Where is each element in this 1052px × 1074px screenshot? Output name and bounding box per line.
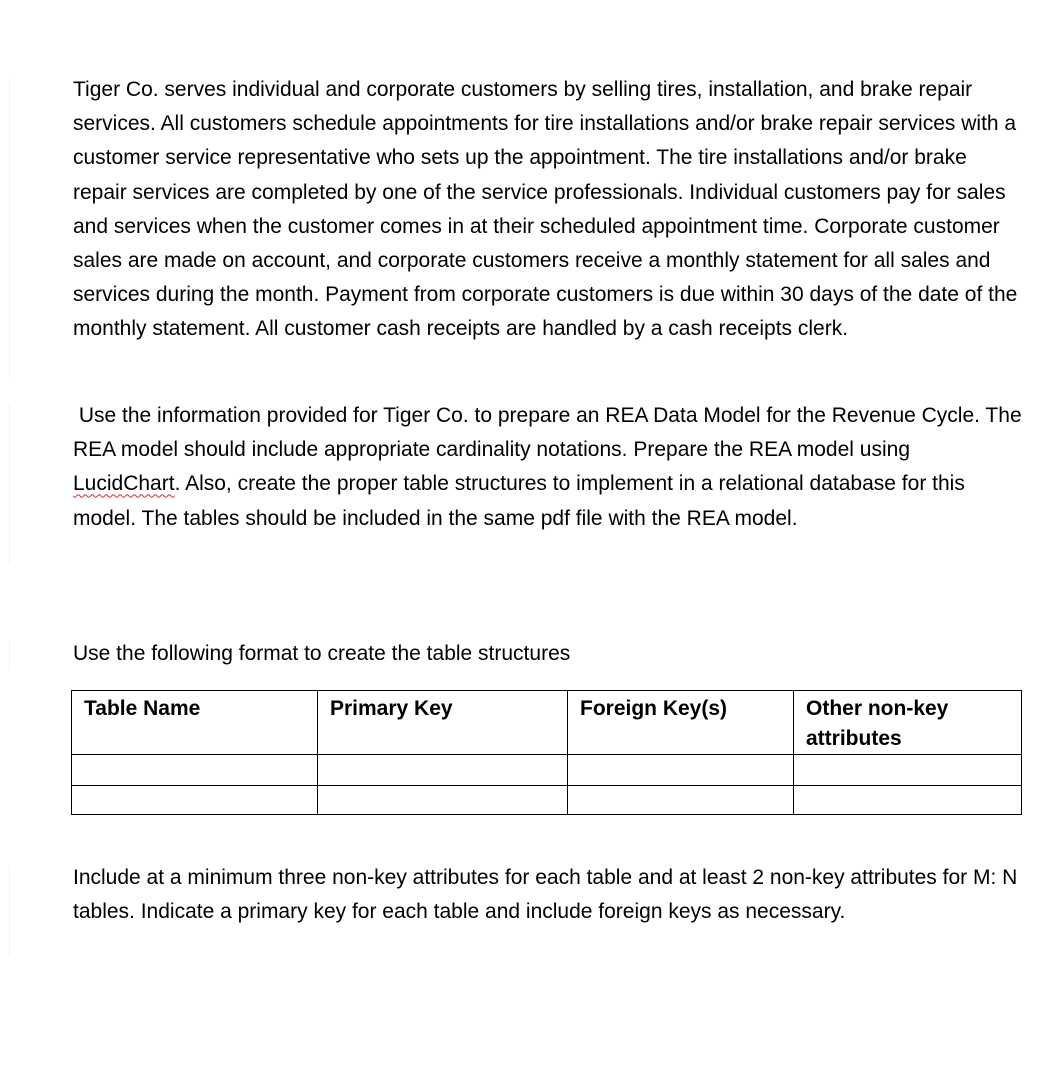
table-cell[interactable] [318, 786, 568, 815]
table-header-row [72, 691, 1022, 755]
spellcheck-flagged-word[interactable]: LucidChart [73, 472, 175, 496]
header-foreign-keys: Foreign Key(s) [568, 691, 794, 755]
table-row [72, 786, 1022, 815]
header-other-attributes: Other non-key attributes [794, 691, 1022, 755]
table-cell[interactable] [318, 755, 568, 786]
table-cell[interactable] [568, 786, 794, 815]
instructions-paragraph [73, 399, 1028, 536]
table-cell[interactable] [568, 755, 794, 786]
page-margin-mark [9, 866, 10, 956]
header-table-name: Table Name [72, 691, 318, 755]
format-intro-paragraph: Use the following format to create the table structures [73, 642, 571, 665]
table-cell[interactable] [72, 786, 318, 815]
scenario-paragraph: Tiger Co. serves individual and corporate customers by selling tires, installation, and brake repair services. All customers schedule appointments for tire installations and/or brake repair services with a customer service representative who sets up the appointment. The tire installations and/or brake repair services are completed by one of the service professionals. Individual customers pay for sales and services when the customer comes in at their scheduled appointment time. Corporate customer sales are made on account, and corporate customers receive a monthly statement for all sales and services during the month. Payment from corporate customers is due within 30 days of the date of the monthly statement. All customer cash receipts are handled by a cash receipts clerk. [73, 78, 1024, 341]
page-margin-mark [9, 78, 10, 378]
table-cell[interactable] [72, 755, 318, 786]
instructions-text-start: Use the information provided for Tiger Co. to prepare an REA Data Model for the Revenue Cycle. The REA model should include appropriate cardinality notations. Prepare the REA model using [73, 404, 1028, 462]
page-margin-mark [9, 404, 10, 564]
instructions-text-end: . Also, create the proper table structures to implement in a relational database for this model. The tables should be included in the same pdf file with the REA model. [73, 472, 971, 530]
table-cell[interactable] [794, 786, 1022, 815]
table-cell[interactable] [794, 755, 1022, 786]
table-structure-template [71, 690, 1022, 815]
table-row [72, 755, 1022, 786]
page-margin-mark [9, 640, 10, 670]
header-primary-key: Primary Key [318, 691, 568, 755]
requirements-paragraph: Include at a minimum three non-key attributes for each table and at least 2 non-key attributes for M: N tables. Indicate a primary key for each table and include foreign keys as necessary. [73, 866, 1024, 924]
